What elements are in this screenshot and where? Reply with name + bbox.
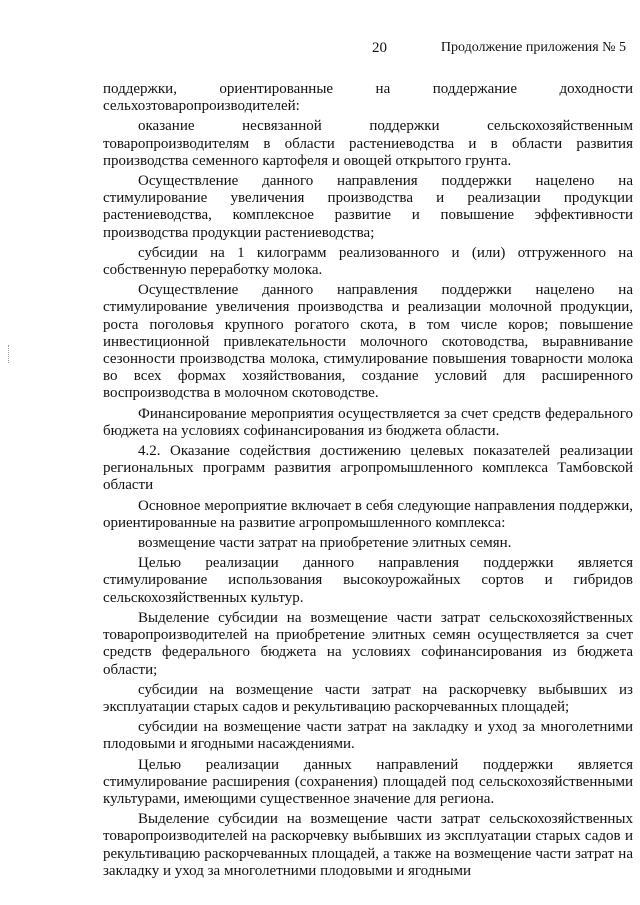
paragraph: Целью реализации данных направлений поддержки является стимулирование расширения (сохранения) площадей под сельскохозяйственными культурами, имеющими существенное значение для региона. [103,756,633,807]
paragraph: Осуществление данного направления поддержки нацелено на стимулирование увеличения производства и реализации молочной продукции, роста поголовья крупного рогатого скота, в том числе коров; повышение инвестиционной привлекательности молочного скотоводства, выравнивание сезонности производства молока, стимулирование повышения товарности молока во всех формах хозяйствования, создание условий для расширенного воспроизводства в молочном скотоводстве. [103,282,633,402]
paragraph: субсидии на возмещение части затрат на раскорчевку выбывших из эксплуатации старых садов и рекультивацию раскорчеванных площадей; [103,681,633,715]
document-body [103,81,633,883]
paragraph: оказание несвязанной поддержки сельскохозяйственным товаропроизводителям в области растениеводства и в области развития производства семенного картофеля и овощей открытого грунта. [103,118,633,169]
paragraph: Финансирование мероприятия осуществляется за счет средств федерального бюджета на условиях софинансирования из бюджета области. [103,405,633,439]
paragraph: поддержки, ориентированные на поддержание доходности сельхозтоваропроизводителей: [103,81,633,115]
paragraph: субсидии на 1 килограмм реализованного и (или) отгруженного на собственную переработку молока. [103,244,633,279]
paragraph: субсидии на возмещение части затрат на закладку и уход за многолетними плодовыми и ягодными насаждениями. [103,719,633,753]
paragraph: Выделение субсидии на возмещение части затрат сельскохозяйственных товаропроизводителей на раскорчевку выбывших из эксплуатации старых садов и рекультивацию раскорчеванных площадей, а также на возмещение части затрат на закладку и уход за многолетними плодовыми и ягодными [103,811,633,879]
paragraph: Выделение субсидии на возмещение части затрат сельскохозяйственных товаропроизводителей на приобретение элитных семян осуществляется за счет средств федерального бюджета на условиях софинансирования из бюджета области; [103,609,633,678]
page-number: 20 [372,40,387,56]
paragraph: Целью реализации данного направления поддержки является стимулирование использования высокоурожайных сортов и гибридов сельскохозяйственных культур. [103,555,633,606]
paragraph: Основное мероприятие включает в себя следующие направления поддержки, ориентированные на развитие агропромышленного комплекса: [103,497,633,531]
margin-mark [8,345,10,363]
section-heading: 4.2. Оказание содействия достижению целевых показателей реализации региональных программ развития агропромышленного комплекса Тамбовской области [103,443,633,494]
paragraph: Осуществление данного направления поддержки нацелено на стимулирование увеличения производства и реализации продукции растениеводства, комплексное развитие и повышение эффективности производства продукции растениеводства; [103,173,633,241]
appendix-continuation-note: Продолжение приложения № 5 [440,40,626,55]
paragraph: возмещение части затрат на приобретение элитных семян. [138,535,512,552]
